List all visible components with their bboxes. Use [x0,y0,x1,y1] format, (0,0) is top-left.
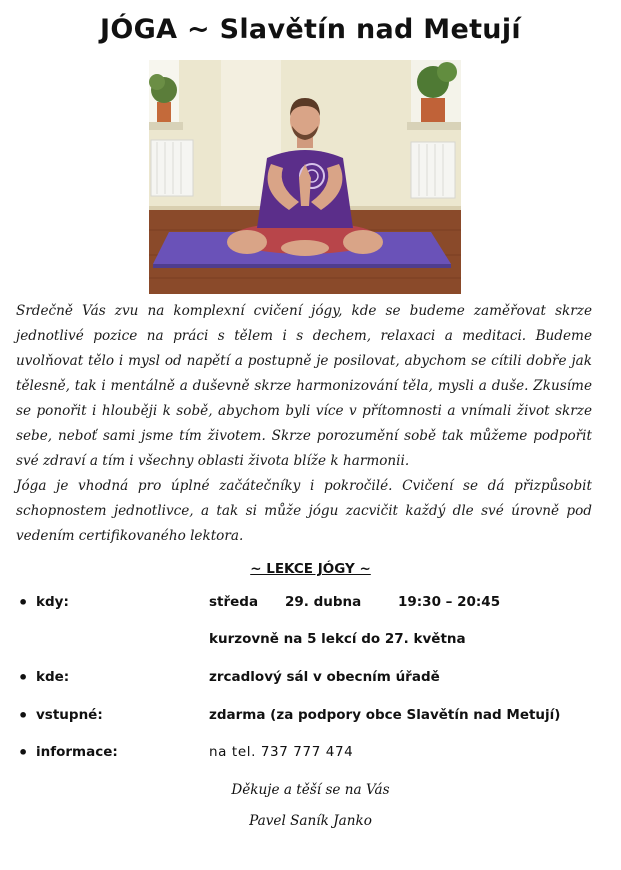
when-label: kdy: [36,594,69,610]
list-item [18,594,608,618]
lesson-date: 29. dubna [285,594,362,610]
intro-text [16,299,592,549]
bullet-icon: • [18,706,29,725]
lesson-day: středa [209,594,259,610]
author-name: Pavel Saník Janko [249,813,372,829]
fee-value: zdarma (za podpory obce Slavětín nad Metují) [209,707,561,723]
page-title: JÓGA ~ Slavětín nad Metují [100,14,521,45]
lesson-time: 19:30 – 20:45 [398,594,501,610]
bullet-icon: • [18,668,29,687]
bullet-icon: • [18,593,29,612]
intro-paragraph: Srdečně Vás zvu na komplexní cvičení jógy, kde se budeme zaměřovat skrze jednotlivé pozice na práci s tělem i s dechem, relaxaci a meditaci. Budeme uvolňovat tělo i mysl od napětí a postupně je posilovat, abychom se cítili dobře jak tělesně, tak i mentálně a duševně skrze harmonizování těla, mysli a duše. Zkusíme se ponořit i hlouběji k sobě, abychom byli více v přítomnosti a vnímali život skrze sebe, neboť sami jsme tím životem. Skrze porozumění sobě tak můžeme podpořit své zdraví a tím i všechny oblasti života blíže k harmonii. [16,303,592,469]
where-value: zrcadlový sál v obecním úřadě [209,669,440,685]
thanks-text: Děkuje a těší se na Vás [231,782,390,798]
bullet-icon: • [18,743,29,762]
lessons-heading: ~ LEKCE JÓGY ~ [250,561,371,577]
info-value: na tel. 737 777 474 [209,744,354,760]
fee-label: vstupné: [36,707,103,723]
course-note: kurzovně na 5 lekcí do 27. května [209,631,466,647]
list-item [18,707,608,731]
intro-paragraph: Jóga je vhodná pro úplné začátečníky i pokročilé. Cvičení se dá přizpůsobit schopnostem jednotlivce, a tak si může jógu zacvičit každý dle své úrovně pod vedením certifikovaného lektora. [16,478,592,544]
yoga-photo [149,60,461,294]
list-item [18,669,608,693]
list-item [18,631,608,655]
where-label: kde: [36,669,70,685]
list-item [18,744,608,768]
info-label: informace: [36,744,118,760]
